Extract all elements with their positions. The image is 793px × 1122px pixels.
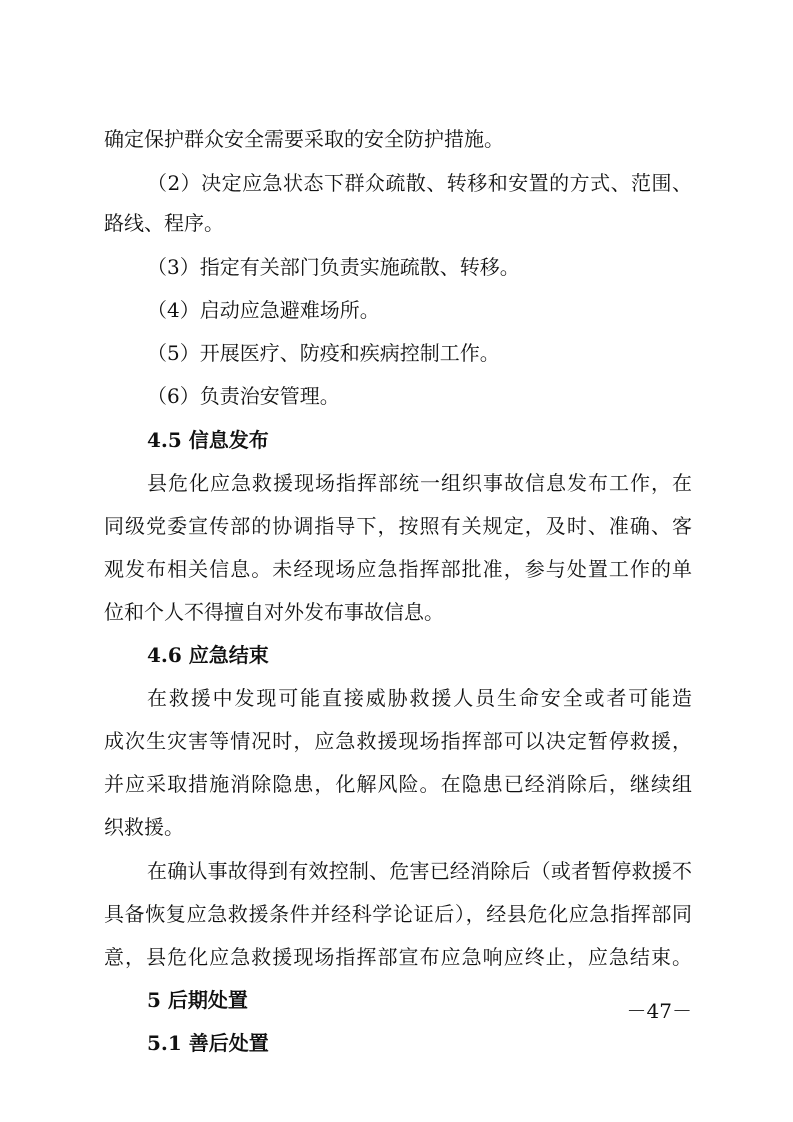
section-heading-5-1: 5.1 善后处置 xyxy=(147,1031,269,1055)
list-item-5: （5）开展医疗、防疫和疾病控制工作。 xyxy=(147,341,500,365)
section-heading-4-5: 4.5 信息发布 xyxy=(147,428,269,452)
paragraph-line: 位和个人不得擅自对外发布事故信息。 xyxy=(104,600,444,624)
paragraph-line: 意，县危化应急救援现场指挥部宣布应急响应终止，应急结束。 xyxy=(104,945,692,969)
paragraph-line: 观发布相关信息。未经现场应急指挥部批准，参与处置工作的单 xyxy=(104,557,692,581)
paragraph-line: 在救援中发现可能直接威胁救援人员生命安全或者可能造 xyxy=(147,686,692,710)
paragraph-line: 织救援。 xyxy=(104,815,184,839)
text-line: 确定保护群众安全需要采取的安全防护措施。 xyxy=(104,127,504,151)
list-item-6: （6）负责治安管理。 xyxy=(147,384,340,408)
paragraph-line: 并应采取措施消除隐患，化解风险。在隐患已经消除后，继续组 xyxy=(104,772,692,796)
list-item-3: （3）指定有关部门负责实施疏散、转移。 xyxy=(147,255,520,279)
section-heading-4-6: 4.6 应急结束 xyxy=(147,643,269,667)
list-item-2-line-2: 路线、程序。 xyxy=(104,211,224,235)
list-item-2-line-1: （2）决定应急状态下群众疏散、转移和安置的方式、范围、 xyxy=(147,171,692,195)
paragraph-line: 同级党委宣传部的协调指导下，按照有关规定，及时、准确、客 xyxy=(104,514,692,538)
section-heading-5: 5 后期处置 xyxy=(147,988,248,1012)
page-number: －47－ xyxy=(626,999,692,1023)
paragraph-line: 具备恢复应急救援条件并经科学论证后），经县危化应急指挥部同 xyxy=(104,902,692,926)
list-item-4: （4）启动应急避难场所。 xyxy=(147,298,380,322)
paragraph-line: 在确认事故得到有效控制、危害已经消除后（或者暂停救援不 xyxy=(147,859,692,883)
paragraph-line: 成次生灾害等情况时，应急救援现场指挥部可以决定暂停救援， xyxy=(104,729,692,753)
paragraph-line: 县危化应急救援现场指挥部统一组织事故信息发布工作，在 xyxy=(147,471,692,495)
